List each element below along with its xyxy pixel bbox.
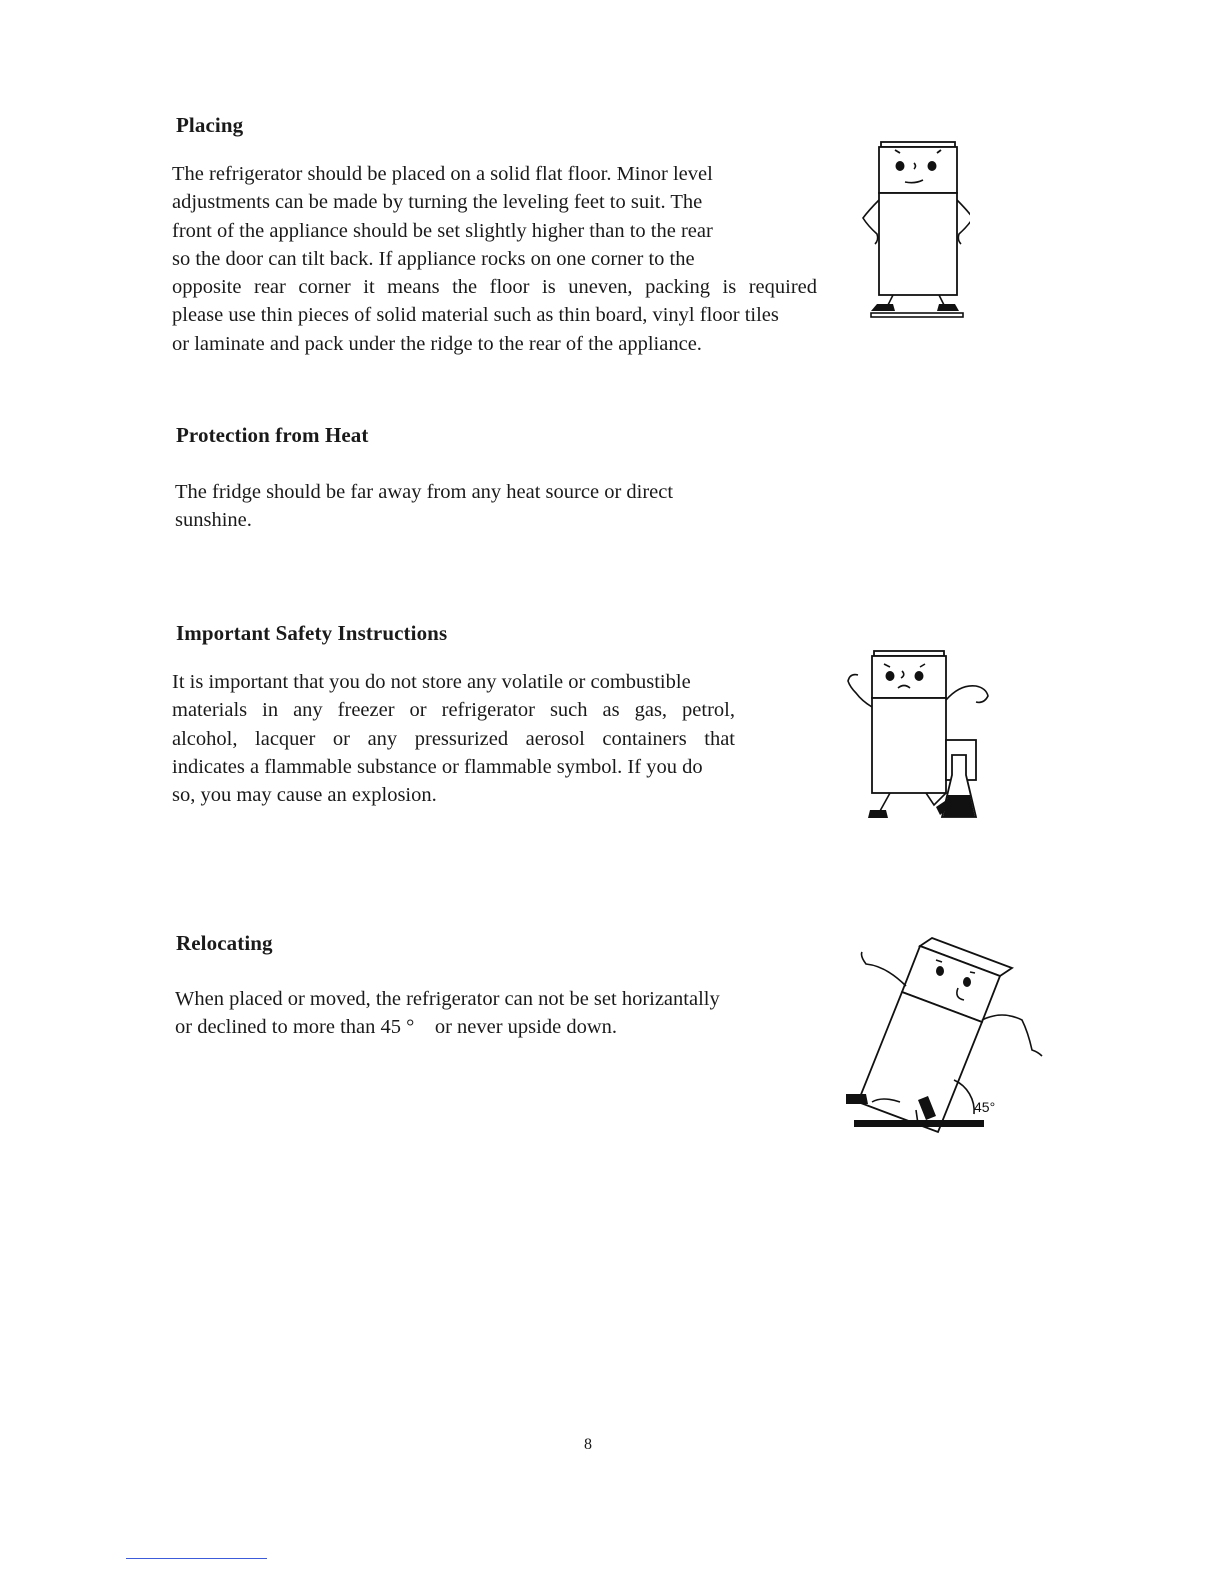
footer-rule [126,1558,267,1559]
text-line: or laminate and pack under the ridge to the rear of the appliance. [172,332,702,355]
text-line: so the door can tilt back. If appliance rocks on one corner to the [172,247,695,270]
text-line: indicates a flammable substance or flammable symbol. If you do [172,755,703,778]
text-line: alcohol, lacquer or any pressurized aerosol containers that [172,727,735,750]
placing-heading: Placing [176,113,244,137]
text-line: adjustments can be made by turning the leveling feet to suit. The [172,191,703,214]
text-line: so, you may cause an explosion. [172,784,437,807]
angle-label: 45° [974,1099,996,1115]
page-number: 8 [584,1436,592,1453]
text-line: front of the appliance should be set slightly higher than to the rear [172,219,713,242]
text-line: opposite rear corner it means the floor is uneven, packing is required [172,276,817,299]
text-line: materials in any freezer or refrigerator such as gas, petrol, [172,699,735,722]
safety-heading: Important Safety Instructions [176,621,448,645]
relocating-heading: Relocating [176,931,273,955]
text-line: The fridge should be far away from any heat source or direct [175,481,674,503]
tilted-fridge-illustration [840,930,1050,1135]
placing-paragraph [172,160,817,358]
text-line: When placed or moved, the refrigerator can not be set horizantally [175,988,720,1010]
text-line: The refrigerator should be placed on a solid flat floor. Minor level [172,163,713,185]
relocating-paragraph [175,985,775,1042]
text-line: sunshine. [175,509,252,532]
fleeing-fridge-illustration [840,645,990,830]
heat-paragraph [175,478,735,535]
text-line: It is important that you do not store any volatile or combustible [172,671,691,693]
safety-paragraph [172,668,735,809]
text-line: or declined to more than 45 ° or never upside down. [175,1016,618,1039]
standing-fridge-illustration [855,138,970,323]
heat-heading: Protection from Heat [176,423,369,447]
text-line: please use thin pieces of solid material such as thin board, vinyl floor tiles [172,304,779,327]
